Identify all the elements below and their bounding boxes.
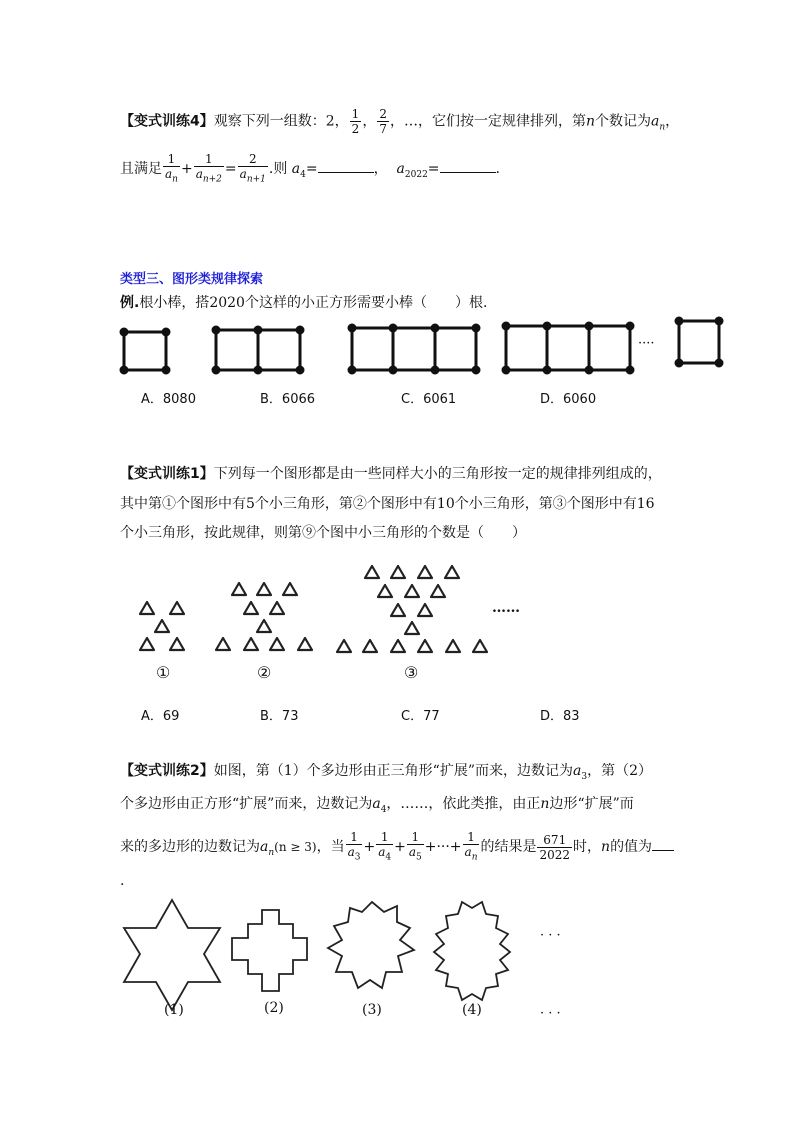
triangle-patterns [0,560,800,660]
fraction-1-an2: $\frac{1}{a_{n+2}}$ [195,152,222,185]
matchstick-squares-2 [213,327,303,373]
fraction-671-2022: $\frac{671}{2022}$ [539,832,571,862]
triangle-figure-1 [140,602,184,650]
fraction-1-2: $\frac{1}{2}$ [351,107,360,136]
polygon-label-2: (2) [264,1000,284,1016]
example-question: 例.根小棒，搭2020个这样的小正方形需要小棒（ ）根. [120,295,488,311]
polygon-figures [0,892,800,1042]
polygon-label-1: (1) [164,1002,184,1018]
training-1-line-2: 其中第①个图形中有5个小三角形，第②个图形中有10个小三角形，第③个图形中有16 [120,496,655,512]
extended-pentagon-shape [328,902,414,988]
fraction-2-an1: $\frac{2}{a_{n+1}}$ [239,152,266,185]
triangle-figure-3 [337,566,487,652]
training-1-option-d[interactable]: D．83 [540,709,580,724]
section-heading: 类型三、图形类规律探索 [120,272,264,287]
exercise-4-line-1: 【变式训练4】观察下列一组数：2， $\frac{1}{2}$ ， $\frac{2}{7}$ ，…，它们按一定规律排列，第n个数记为$a_n$， [120,107,680,136]
answer-blank-a4[interactable] [318,160,374,173]
example-option-b[interactable]: B．6066 [260,392,316,407]
training-2-line-4: . [120,873,125,889]
figure-label-1: ① [156,663,171,682]
matchstick-figures [0,318,800,378]
extended-square-shape [232,910,307,991]
exercise-4-line-2: 且满足 $\frac{1}{a_n}$ + $\frac{1}{a_{n+2}}$ = $\frac{2}{a_{n+1}}$ .则 $a_4=$ ， $a_{2022}=$ . [120,152,500,185]
polygon-label-4: (4) [462,1002,482,1018]
matchstick-ellipsis: ···· [638,336,655,351]
extended-hexagon-shape [434,902,510,1000]
figure-label-2: ② [257,663,272,682]
fraction-1-an: $\frac{1}{a_n}$ [165,152,178,185]
matchstick-squares-3 [349,325,479,373]
training-1-option-c[interactable]: C．77 [401,709,440,724]
polygon-label-3: (3) [362,1002,382,1018]
triangle-pattern-dots: …… [492,600,520,616]
hexagram-shape [124,900,220,1010]
matchstick-squares-4 [503,323,633,373]
polygon-dots-bottom: · · · [540,1006,561,1021]
training-1-line-1: 【变式训练1】下列每一个图形都是由一些同样大小的三角形按一定的规律排列组成的， [120,466,662,482]
example-option-d[interactable]: D．6060 [540,392,597,407]
example-option-a[interactable]: A．8080 [141,392,196,407]
training-1-option-a[interactable]: A．69 [141,709,180,724]
training-1-option-b[interactable]: B．73 [260,709,299,724]
triangle-figure-2 [216,583,312,650]
fraction-2-7: $\frac{2}{7}$ [379,107,387,136]
example-option-c[interactable]: C．6061 [401,392,457,407]
answer-blank-n[interactable] [652,838,674,851]
training-2-line-1: 【变式训练2】如图，第（1）个多边形由正三角形“扩展”而来，边数记为$a_3$，第（2） [120,763,652,782]
figure-label-3: ③ [404,663,419,682]
training-1-line-3: 个小三角形，按此规律，则第⑨个图中小三角形的个数是（ ） [120,525,526,541]
polygon-dots-top: · · · [540,928,561,943]
answer-blank-a2022[interactable] [440,160,496,173]
training-2-line-3: 来的多边形的边数记为$a_n(n \ge 3)$，当 $\frac{1}{a_3}$ + $\frac{1}{a_4}$ + $\frac{1}{a_5}$ +···+ $\frac{1}{a_n}$ 的结果是 $\frac{671}{2022}$ 时，n的值为 [120,830,674,864]
exercise-4-tag: 【变式训练4】 [120,113,214,130]
training-2-line-2: 个多边形由正方形“扩展”而来，边数记为$a_4$，……，依此类推，由正n边形“扩展”而 [120,796,634,815]
matchstick-square-1 [121,329,169,373]
matchstick-square-n [676,318,722,366]
